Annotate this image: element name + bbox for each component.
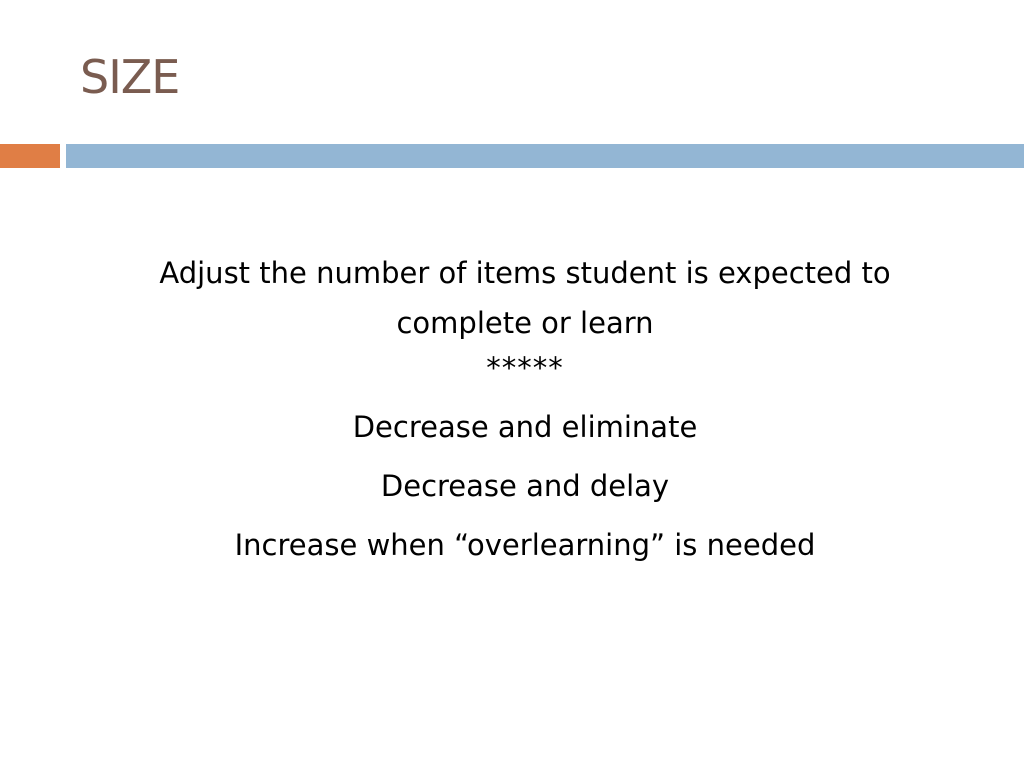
point-item: Decrease and eliminate [352,410,698,444]
point-item: Decrease and delay [380,469,670,503]
accent-bar-orange [0,144,60,168]
lead-text: Adjust the number of items student is expected to complete or learn [159,256,891,340]
separator-text: ***** [486,351,564,385]
slide-title: SIZE [80,50,180,104]
accent-bar-blue [66,144,1024,168]
point-item: Increase when “overlearning” is needed [234,528,816,562]
slide-body [100,248,950,575]
